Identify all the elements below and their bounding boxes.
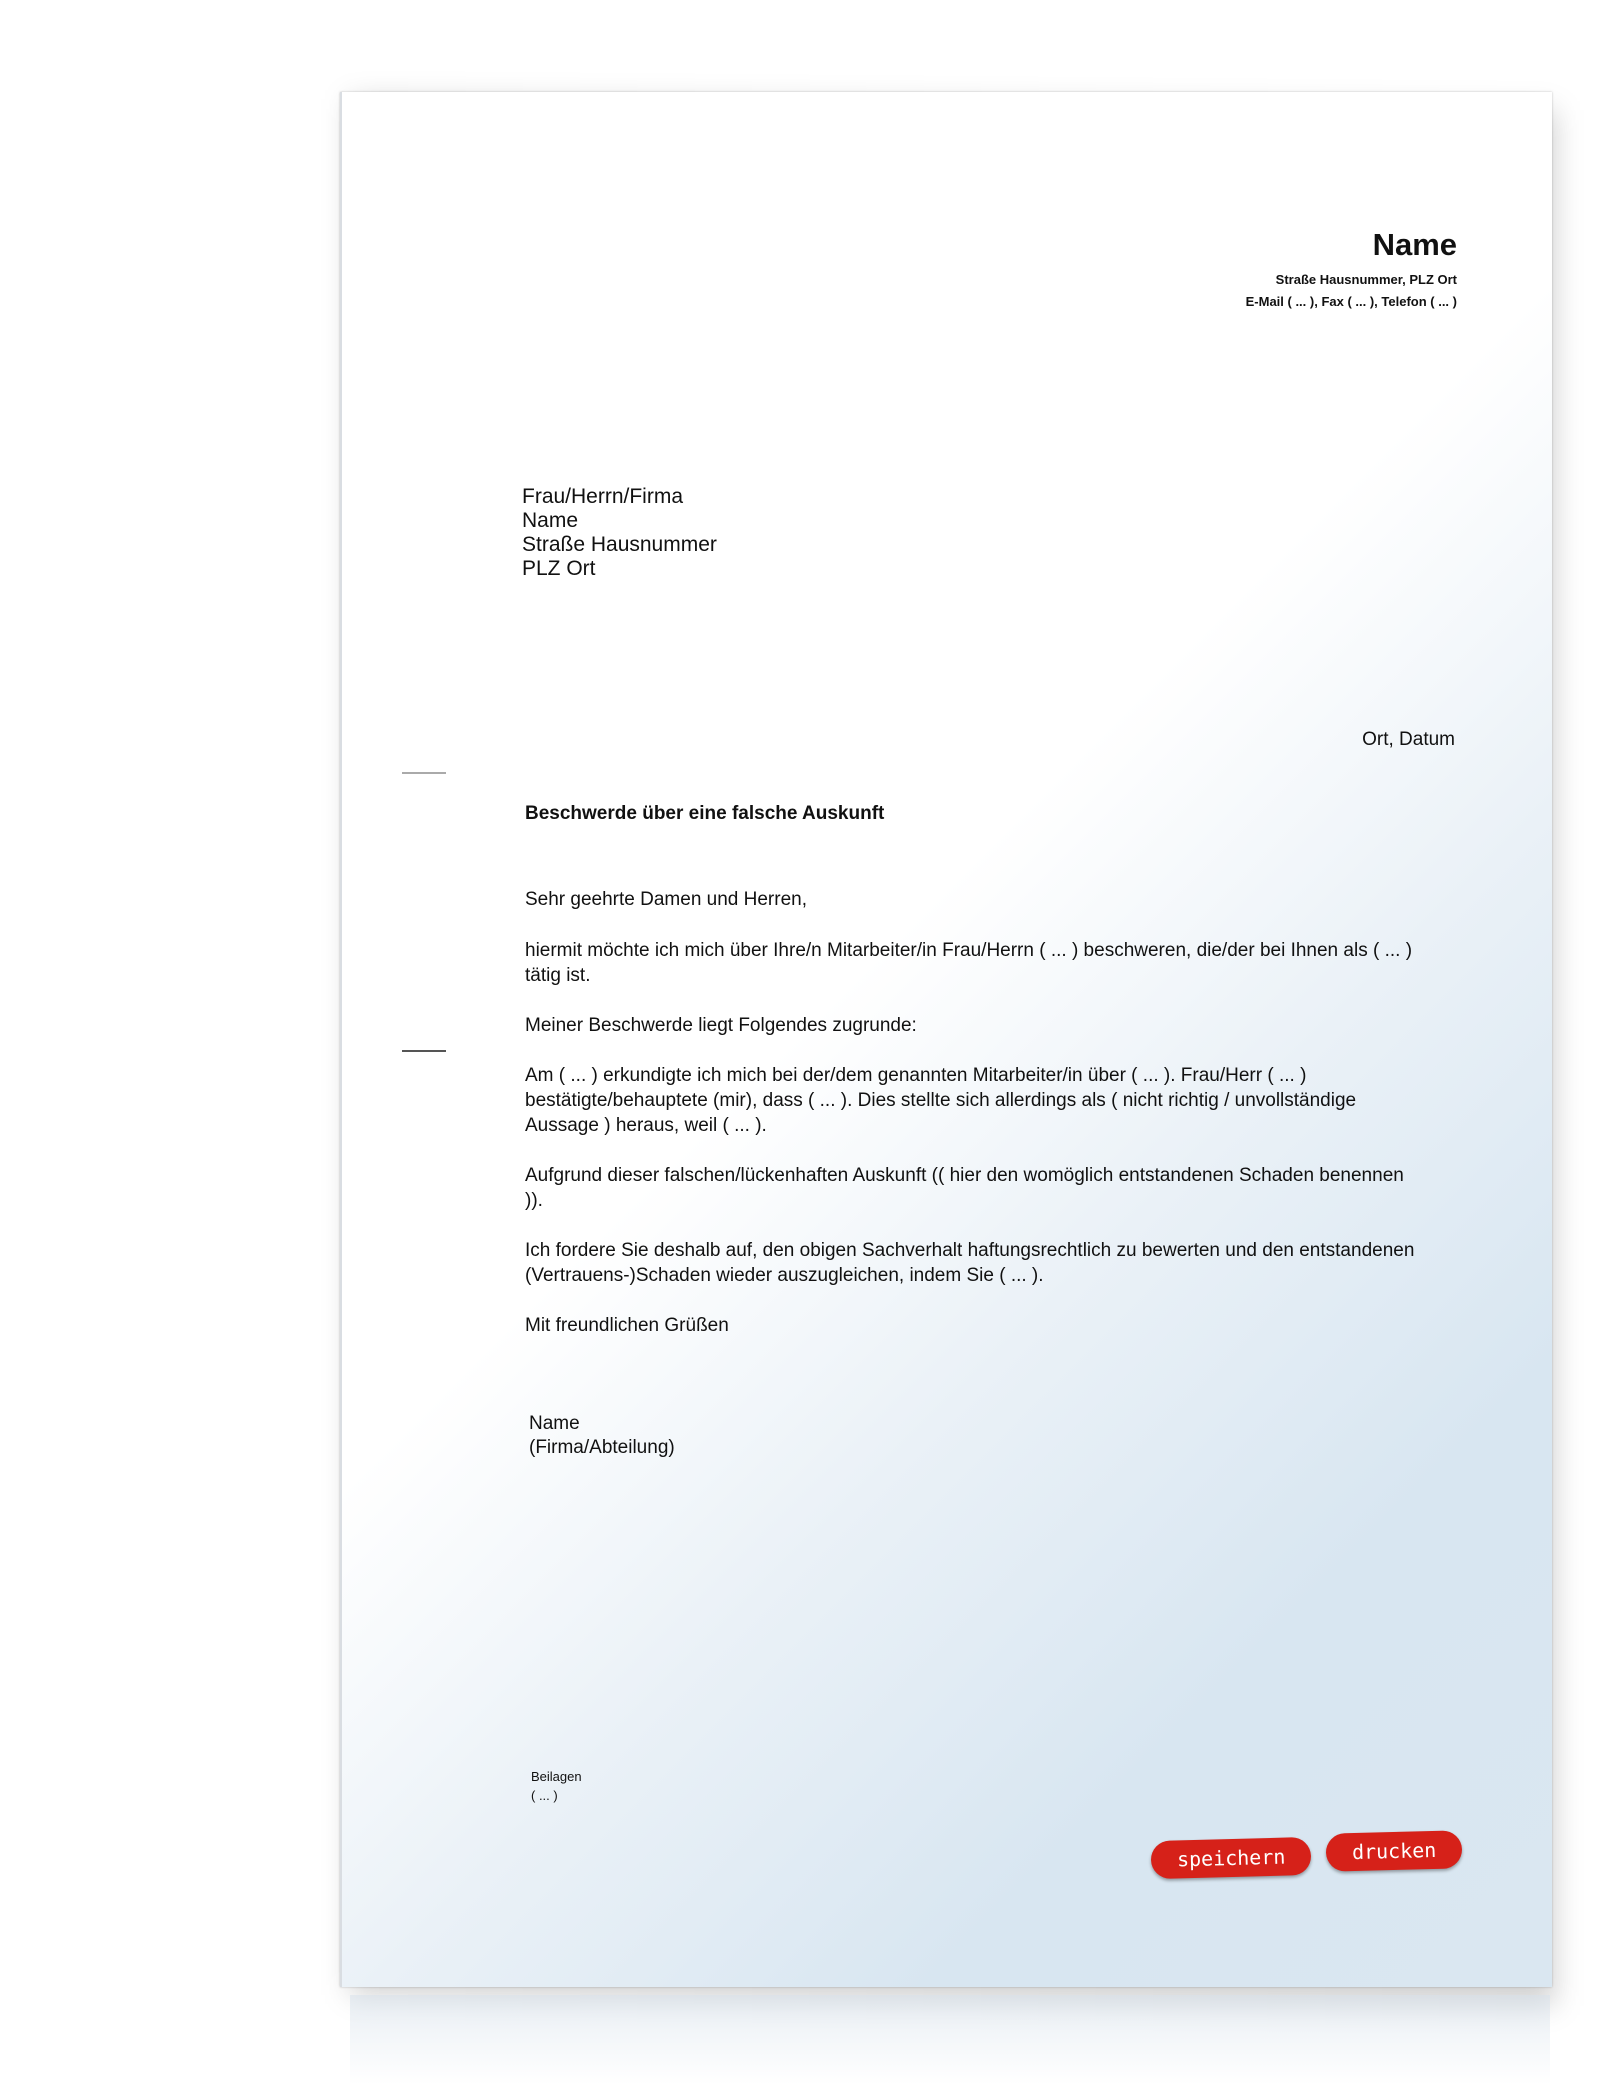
save-button[interactable]: speichern <box>1151 1837 1312 1879</box>
letter-body <box>525 887 1425 1363</box>
enclosures-value: ( ... ) <box>531 1788 558 1803</box>
sender-name: Name <box>1372 227 1457 262</box>
signature-department: (Firma/Abteilung) <box>529 1437 675 1458</box>
recipient-line: Name <box>522 509 579 532</box>
body-paragraph: Aufgrund dieser falschen/lückenhaften Auskunft (( hier den womöglich entstandenen Schaden benennen )). <box>525 1165 1404 1211</box>
recipient-line: PLZ Ort <box>522 557 596 580</box>
print-button[interactable]: drucken <box>1325 1830 1462 1872</box>
letter-subject: Beschwerde über eine falsche Auskunft <box>525 803 885 824</box>
place-date: Ort, Datum <box>1362 729 1455 750</box>
sender-address: Straße Hausnummer, PLZ Ort <box>1275 272 1457 287</box>
paper-reflection <box>350 1995 1550 2085</box>
enclosures-block <box>531 1767 582 1805</box>
recipient-block <box>522 485 717 581</box>
body-paragraph: Am ( ... ) erkundigte ich mich bei der/dem genannten Mitarbeiter/in über ( ... ). Frau/Herr ( ... ) bestätigte/behauptete (mir), dass ( ... ). Dies stellte sich allerdings als ( nicht richtig / unvollständige Aussage ) heraus, weil ( ... ). <box>525 1065 1357 1136</box>
closing: Mit freundlichen Grüßen <box>525 1315 729 1336</box>
sender-block <box>1246 227 1457 313</box>
letter-page <box>340 92 1552 1987</box>
salutation: Sehr geehrte Damen und Herren, <box>525 889 807 910</box>
body-paragraph: Meiner Beschwerde liegt Folgendes zugrunde: <box>525 1015 917 1036</box>
fold-mark-top <box>402 772 446 774</box>
sender-contact: E-Mail ( ... ), Fax ( ... ), Telefon ( ... ) <box>1245 294 1457 309</box>
enclosures-label: Beilagen <box>531 1769 582 1784</box>
body-paragraph: Ich fordere Sie deshalb auf, den obigen Sachverhalt haftungsrechtlich zu bewerten und den entstandenen (Vertrauens-)Schaden wieder auszugleichen, indem Sie ( ... ). <box>525 1240 1415 1286</box>
signature-block <box>529 1412 675 1460</box>
signature-name: Name <box>529 1413 580 1434</box>
recipient-line: Straße Hausnummer <box>522 533 717 556</box>
action-buttons <box>1151 1825 1462 1877</box>
body-paragraph: hiermit möchte ich mich über Ihre/n Mitarbeiter/in Frau/Herrn ( ... ) beschweren, die/der bei Ihnen als ( ... ) tätig ist. <box>525 940 1413 986</box>
fold-mark-middle <box>402 1050 446 1052</box>
recipient-line: Frau/Herrn/Firma <box>522 485 684 508</box>
